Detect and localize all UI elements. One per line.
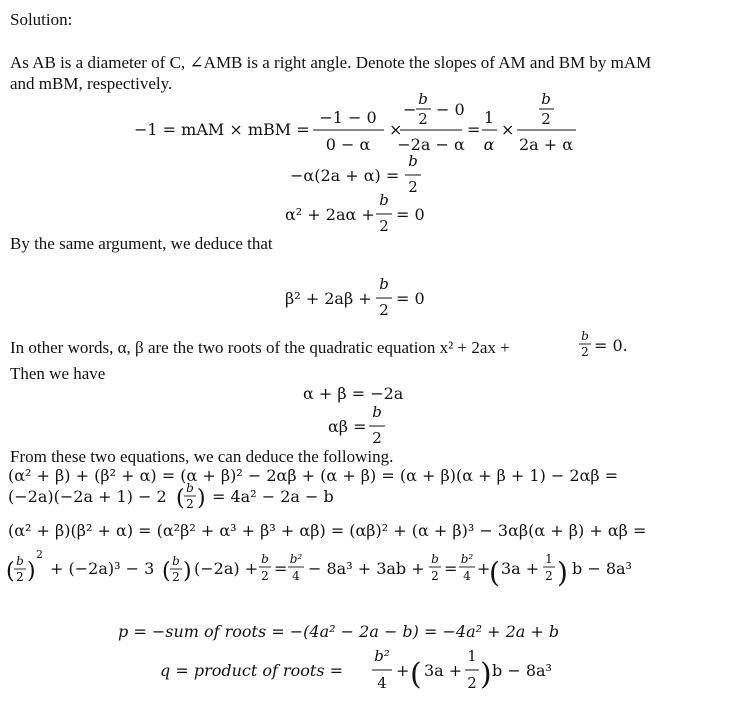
prod-f5-den: 2 [431, 569, 439, 583]
prod-p1: + (−2a)³ − 3 [50, 559, 155, 578]
eq1-equals: = [467, 120, 481, 139]
prod-paren-open-1: ( [6, 559, 15, 584]
same-argument-line: By the same argument, we deduce that [10, 234, 273, 253]
prod-f1-den: 2 [16, 570, 24, 584]
sum-paren-close: ) [197, 486, 206, 511]
eq4-rhs: = 0 [396, 289, 425, 308]
eq3-den: 2 [379, 217, 389, 235]
prod-f4-num: b² [289, 552, 303, 566]
eq1-times-2: × [501, 120, 515, 139]
prod-p5: = [444, 559, 458, 578]
solution-heading: Solution: [10, 10, 73, 29]
eq3-lhs: α² + 2aα + [285, 205, 375, 224]
eq1-f3-den: α [483, 135, 495, 154]
eq1-f1-num: −1 − 0 [319, 108, 377, 127]
sum-line-2a: (−2a)(−2a + 1) − 2 [8, 487, 167, 506]
eq4-lhs: β² + 2aβ + [285, 289, 372, 308]
p-definition: p = −sum of roots = −(4a² − 2a − b) = −4a² + 2a + b [118, 622, 560, 641]
prod-p7a: 3a + [501, 559, 540, 578]
q-inner-num: 1 [467, 647, 477, 665]
product-line-1: (α² + β)(β² + α) = (α²β² + α³ + β³ + αβ) = (αβ)² + (α + β)³ − 3αβ(α + β) + αβ = [8, 521, 647, 540]
prod-f1-num: b [16, 554, 24, 568]
sum-line-2b: = 4a² − 2a − b [212, 487, 334, 506]
eq6-num: b [372, 403, 382, 421]
prod-f7-num: 1 [545, 552, 553, 566]
prod-p4: − 8a³ + 3ab + [308, 559, 425, 578]
eq1-f4-den: 2a + α [518, 135, 574, 154]
eq1-f4-2: 2 [541, 110, 551, 128]
prod-paren-close-2: ) [183, 559, 192, 584]
prod-paren-close-1: ) [27, 559, 36, 584]
eq1-lhs: −1 = mAM × mBM = [134, 120, 310, 139]
eq5: α + β = −2a [303, 384, 404, 403]
prod-f6-den: 4 [463, 569, 471, 583]
eq1-f2-den: −2a − α [397, 135, 465, 154]
prod-p6: + [477, 559, 491, 578]
prod-paren-close-3: ) [557, 556, 568, 589]
eq1-f2-minus: − [403, 100, 417, 119]
prod-f7-den: 2 [545, 569, 553, 583]
q-den: 4 [377, 674, 387, 692]
sum-frac-den: 2 [186, 497, 194, 511]
eq4-den: 2 [379, 301, 389, 319]
prod-square: 2 [36, 548, 43, 561]
prod-f6-num: b² [460, 552, 474, 566]
sum-paren-open: ( [176, 486, 185, 511]
prod-f2-num: b [172, 554, 180, 568]
q-tail: b − 8a³ [492, 661, 552, 680]
prod-f2-den: 2 [172, 570, 180, 584]
prod-paren-open-2: ( [162, 559, 171, 584]
other-words-num: b [581, 329, 589, 343]
prod-p7b: b − 8a³ [572, 559, 632, 578]
eq4-num: b [379, 275, 389, 293]
q-inner: 3a + [424, 661, 463, 680]
prod-p2: (−2a) + [194, 559, 259, 578]
eq1-f4-b: b [541, 90, 551, 108]
q-lhs: q = product of roots = [160, 661, 344, 680]
prod-f3-num: b [261, 552, 269, 566]
sum-line-1: (α² + β) + (β² + α) = (α + β)² − 2αβ + (α + β) = (α + β)(α + β + 1) − 2αβ = [8, 466, 619, 485]
eq1-f3-num: 1 [483, 108, 495, 127]
q-paren-close: ) [480, 657, 492, 692]
eq1-f2-minus0: − 0 [436, 100, 465, 119]
eq3-rhs: = 0 [396, 205, 425, 224]
eq3-num: b [379, 191, 389, 209]
eq2-den: 2 [408, 178, 418, 196]
eq2-num: b [408, 152, 418, 170]
intro-line-1: As AB is a diameter of C, ∠AMB is a right angle. Denote the slopes of AM and BM by mAM [10, 53, 652, 72]
from-these-line: From these two equations, we can deduce the following. [10, 447, 394, 466]
q-inner-den: 2 [467, 674, 477, 692]
q-paren-open: ( [410, 657, 422, 692]
sum-frac-num: b [186, 481, 194, 495]
prod-f3-den: 2 [261, 569, 269, 583]
q-num: b² [374, 647, 390, 665]
prod-f4-den: 4 [292, 569, 300, 583]
intro-line-2: and mBM, respectively. [10, 74, 173, 93]
other-words-den: 2 [581, 345, 589, 359]
other-words-rhs: = 0. [594, 336, 628, 355]
then-we-have-line: Then we have [10, 364, 106, 383]
eq6-lhs: αβ = [328, 417, 367, 436]
prod-f5-num: b [431, 552, 439, 566]
prod-paren-open-3: ( [489, 556, 500, 589]
prod-p3: = [274, 559, 288, 578]
eq2-lhs: −α(2a + α) = [290, 166, 400, 185]
other-words-line: In other words, α, β are the two roots of the quadratic equation x² + 2ax + [10, 338, 510, 357]
eq1-f2-2: 2 [418, 110, 428, 128]
eq1-times-1: × [389, 120, 403, 139]
eq6-den: 2 [372, 429, 382, 447]
eq1-f2-b: b [418, 90, 428, 108]
eq1-f1-den: 0 − α [325, 135, 371, 154]
q-plus: + [396, 661, 410, 680]
